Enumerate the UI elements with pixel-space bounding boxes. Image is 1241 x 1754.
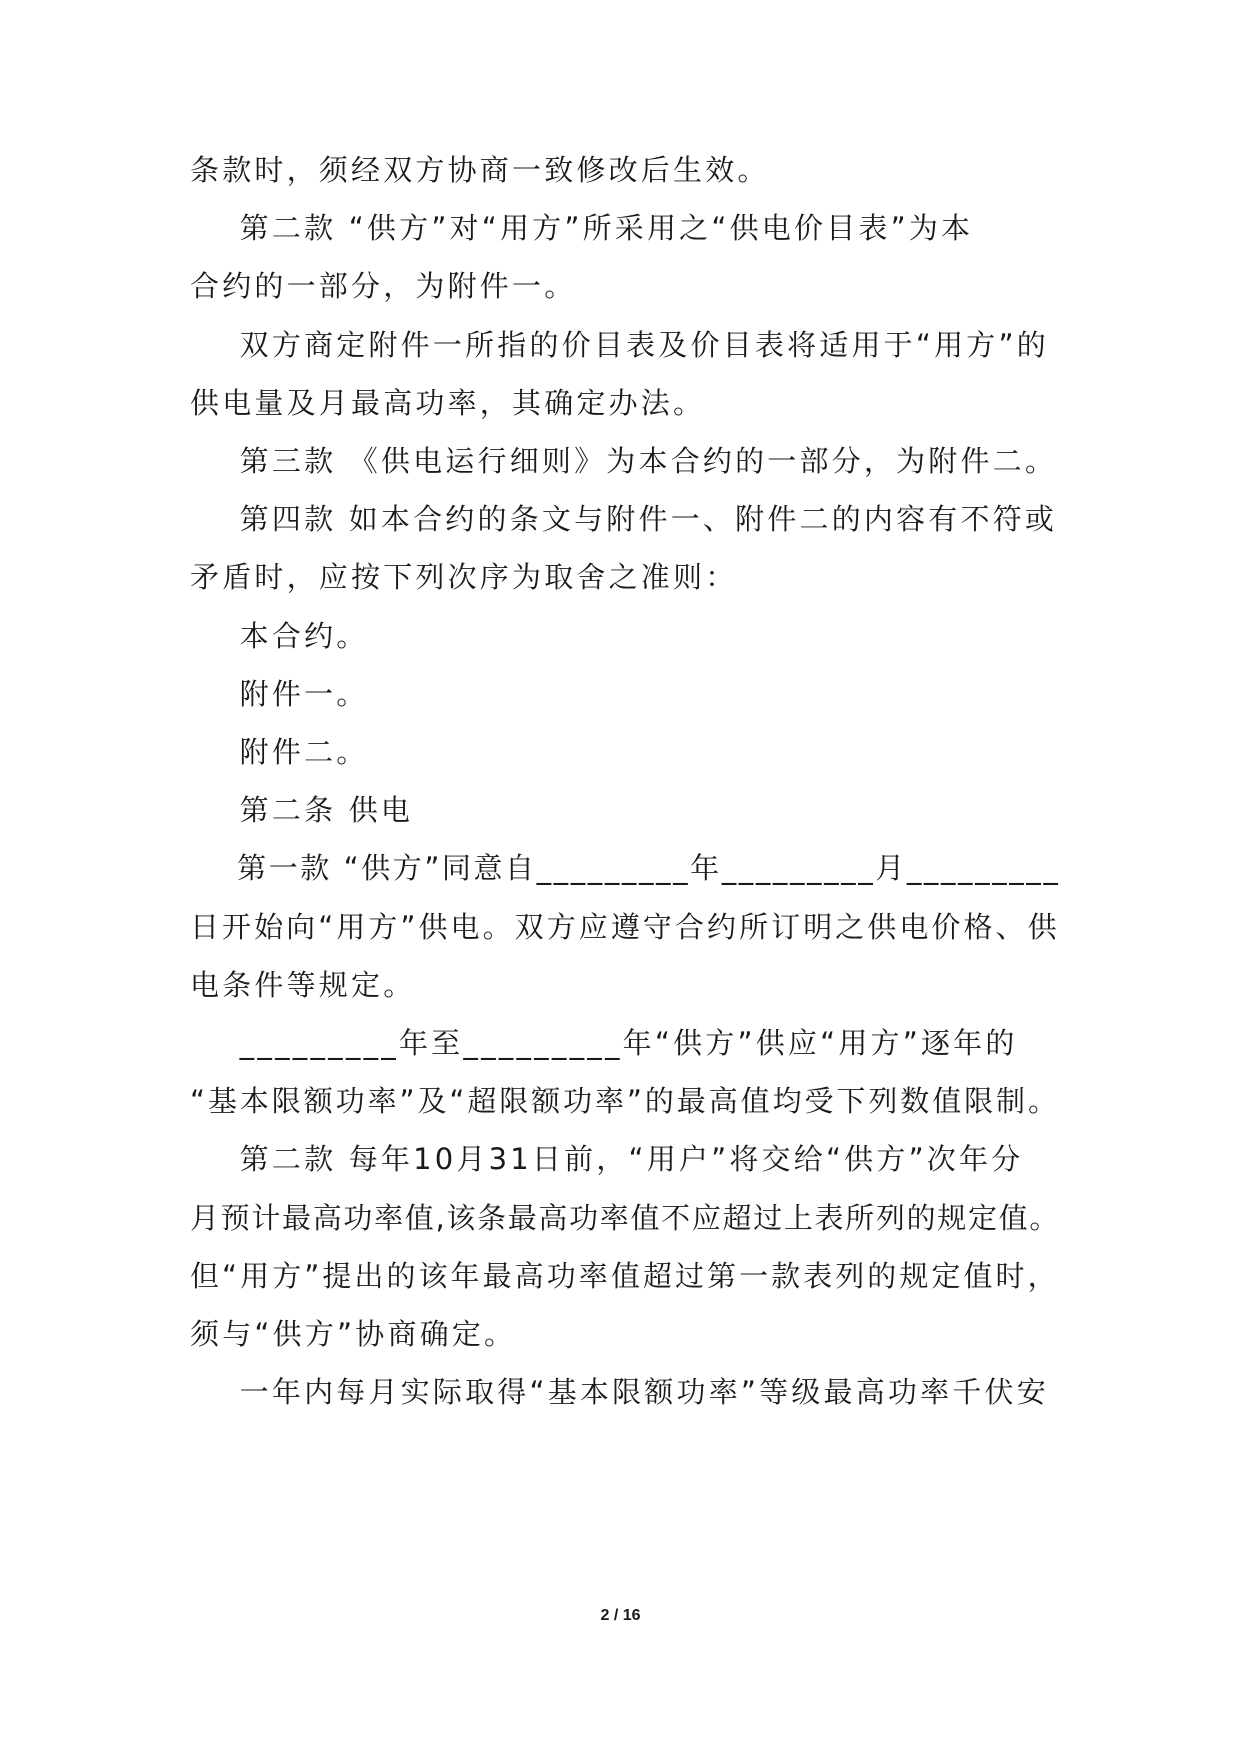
text-line: 附件一。 — [190, 677, 369, 711]
text-line: 矛盾时，应按下列次序为取舍之准则： — [190, 560, 738, 594]
text-line: 合约的一部分，为附件一。 — [190, 269, 577, 303]
text-line: 附件二。 — [190, 735, 369, 769]
text-line: 第三款 《供电运行细则》为本合约的一部分，为附件二。 — [190, 444, 1058, 478]
text-line: “基本限额功率”及“超限额功率”的最高值均受下列数值限制。 — [190, 1084, 1060, 1118]
text-line: 须与“供方”协商确定。 — [190, 1317, 517, 1351]
text-line: 双方商定附件一所指的价目表及价目表将适用于“用方”的 — [190, 328, 1049, 362]
text-line: 电条件等规定。 — [190, 968, 416, 1002]
page-number: 2 / 16 — [600, 1607, 641, 1624]
text-line: 第二款 “供方”对“用方”所采用之“供电价目表”为本 — [190, 211, 974, 245]
text-line: 第二款 每年10月31日前，“用户”将交给“供方”次年分 — [190, 1142, 1024, 1176]
text-line: 第一款 “供方”同意自_________年_________月_________ — [190, 851, 1061, 885]
text-line: 供电量及月最高功率，其确定办法。 — [190, 386, 706, 420]
text-line: _________年至_________年“供方”供应“用方”逐年的 — [190, 1026, 1018, 1060]
text-line: 一年内每月实际取得“基本限额功率”等级最高功率千伏安 — [190, 1375, 1049, 1409]
text-line: 第四款 如本合约的条文与附件一、附件二的内容有不符或 — [190, 502, 1058, 536]
text-line: 但“用方”提出的该年最高功率值超过第一款表列的规定值时， — [190, 1259, 1060, 1293]
text-line: 条款时，须经双方协商一致修改后生效。 — [190, 153, 770, 187]
text-line: 月预计最高功率值,该条最高功率值不应超过上表所列的规定值。 — [190, 1201, 1061, 1235]
text-line: 本合约。 — [190, 619, 369, 653]
text-line: 第二条 供电 — [190, 793, 414, 827]
text-line: 日开始向“用方”供电。双方应遵守合约所订明之供电价格、供 — [190, 910, 1060, 944]
